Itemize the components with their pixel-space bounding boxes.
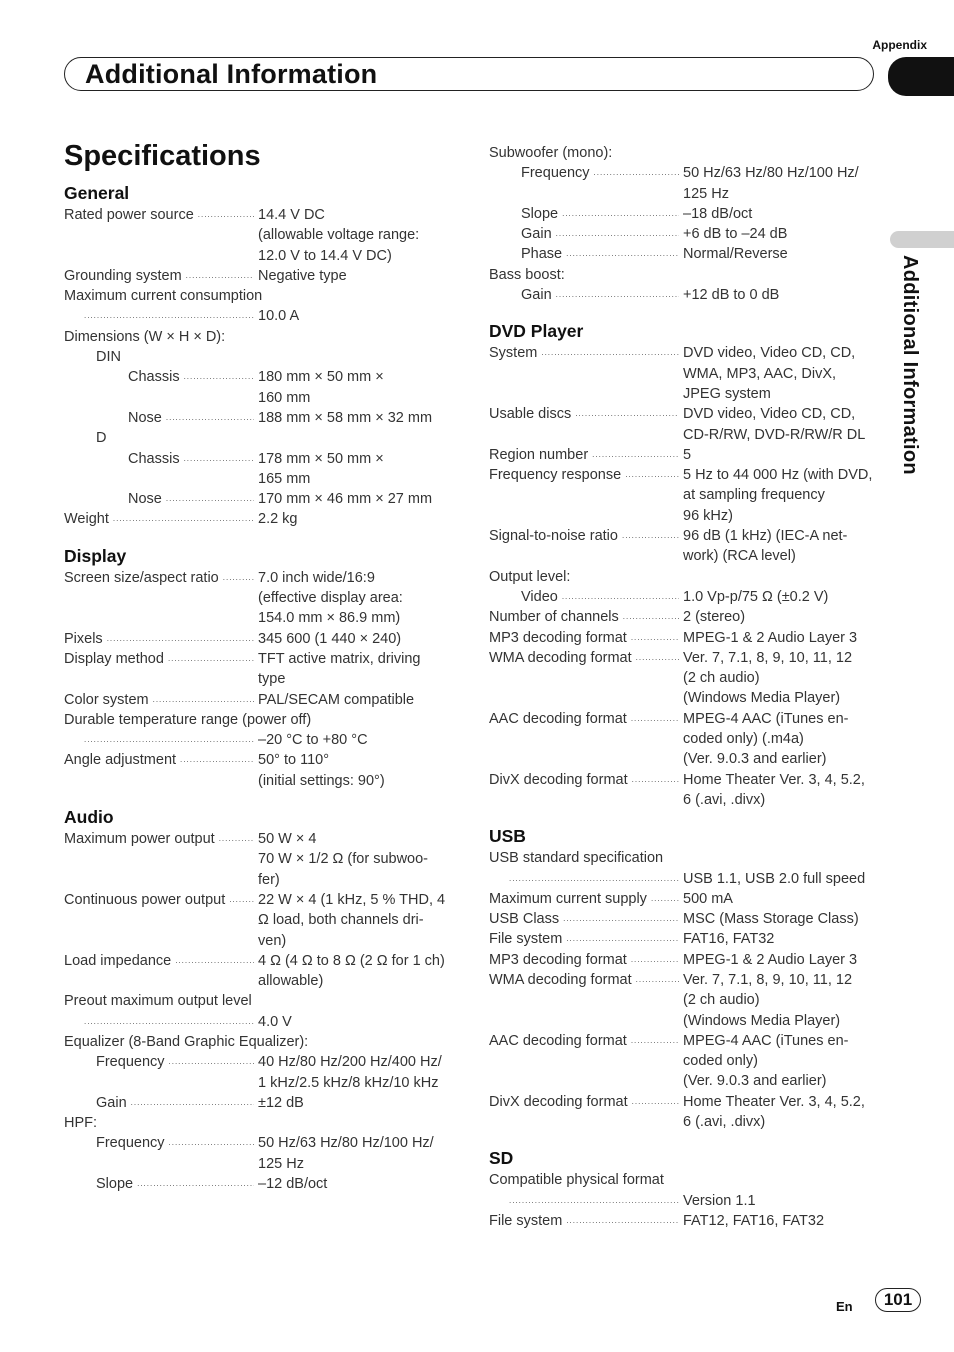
spec-value: 345 600 (1 440 × 240) [258,630,402,647]
spec-value: MPEG-4 AAC (iTunes en- [683,1032,849,1049]
spec-label: DivX decoding format [489,1093,628,1110]
spec-row-cont [64,870,454,890]
header-tab-marker [888,57,954,96]
spec-row [64,408,454,428]
spec-row-cont [489,1071,879,1091]
spec-value: (initial settings: 90°) [258,772,385,789]
spec-row [64,1093,454,1113]
spec-value: (2 ch audio) [683,670,760,687]
spec-value: MPEG-1 & 2 Audio Layer 3 [683,951,858,968]
spec-label: Frequency [96,1054,165,1071]
spec-row [489,465,879,485]
spec-row-cont [489,749,879,769]
spec-label: USB standard specification [489,850,664,867]
spec-label: HPF: [64,1115,98,1132]
spec-row [489,607,879,627]
spec-sublabel: D [96,430,107,447]
spec-label: Video [521,588,558,605]
spec-row [489,343,879,363]
spec-value: Home Theater Ver. 3, 4, 5.2, [683,1093,865,1110]
spec-row-cont [489,729,879,749]
spec-row [64,449,454,469]
spec-row [489,909,879,929]
spec-value: 96 kHz) [683,507,733,524]
spec-value: (effective display area: [258,590,403,607]
spec-row-cont [64,608,454,628]
spec-value: 2 (stereo) [683,609,746,626]
spec-value: 50 Hz/63 Hz/80 Hz/100 Hz/ [258,1135,434,1152]
spec-label: Rated power source [64,207,194,223]
spec-value: 50° to 110° [258,752,329,769]
spec-row [64,306,454,326]
spec-row-cont [64,246,454,266]
spec-row-cont [64,669,454,689]
spec-value: –18 dB/oct [683,205,753,222]
spec-label: Output level: [489,568,571,585]
spec-label: Phase [521,246,563,263]
spec-value: 12.0 V to 14.4 V DC) [258,247,392,264]
appendix-label: Appendix [872,38,927,52]
spec-label: Preout maximum output level [64,993,252,1010]
spec-value: 4 Ω (4 Ω to 8 Ω (2 Ω for 1 ch) [258,952,445,969]
spec-row [64,750,454,770]
spec-row [489,1031,879,1051]
spec-label: Compatible physical format [489,1172,664,1189]
spec-label: Usable discs [489,406,572,423]
spec-row [489,869,879,889]
spec-value: Ω load, both channels dri- [258,912,424,929]
language-label: En [836,1299,853,1314]
spec-label: Load impedance [64,952,172,969]
spec-row-cont [489,990,879,1010]
spec-label: Signal-to-noise ratio [489,528,618,545]
audio-heading: Audio [64,807,114,828]
spec-value: 165 mm [258,470,311,487]
spec-row [64,829,454,849]
spec-row [489,770,879,790]
spec-row-cont [64,931,454,951]
spec-value: 125 Hz [258,1155,304,1172]
spec-row [489,163,879,183]
left-column [64,183,454,1194]
spec-label: Screen size/aspect ratio [64,569,219,586]
spec-value: 178 mm × 50 mm × [258,450,384,467]
spec-label: Frequency response [489,467,622,484]
spec-value: at sampling frequency [683,487,825,504]
spec-label: Display method [64,650,164,667]
section-header [64,57,874,91]
spec-value: 180 mm × 50 mm × [258,369,384,386]
spec-label: Nose [128,491,162,508]
spec-value: MSC (Mass Storage Class) [683,911,859,928]
spec-value: type [258,671,286,688]
spec-value: JPEG system [683,385,771,402]
spec-row-cont [489,546,879,566]
spec-value: (Windows Media Player) [683,690,841,707]
spec-label: Gain [521,226,552,243]
spec-row [489,628,879,648]
spec-value: WMA, MP3, AAC, DivX, [683,365,837,382]
spec-label: Pixels [64,630,103,647]
spec-value: 22 W × 4 (1 kHz, 5 % THD, 4 [258,891,446,908]
spec-row [64,1052,454,1072]
spec-value: fer) [258,871,280,888]
dvd-heading: DVD Player [489,321,584,342]
spec-row-cont [64,1073,454,1093]
spec-row [64,489,454,509]
spec-value: 50 W × 4 [258,831,317,848]
section-title: Additional Information [85,59,378,89]
spec-label: WMA decoding format [489,971,632,988]
spec-value: 14.4 V DC [258,207,325,223]
spec-value: TFT active matrix, driving [258,650,421,667]
spec-value: Normal/Reverse [683,246,788,263]
spec-label: Gain [521,287,552,304]
spec-value: 154.0 mm × 86.9 mm) [258,610,401,627]
spec-value: 96 dB (1 kHz) (IEC-A net- [683,528,848,545]
spec-label: Color system [64,691,149,708]
spec-row [64,649,454,669]
spec-row [489,1092,879,1112]
spec-value: DVD video, Video CD, CD, [683,406,856,423]
spec-label: File system [489,931,563,948]
spec-row-cont [489,184,879,204]
spec-row [64,629,454,649]
spec-value: PAL/SECAM compatible [258,691,415,708]
spec-row [64,890,454,910]
side-tab-marker [890,231,954,248]
spec-value: 160 mm [258,389,311,406]
spec-row-cont [489,1051,879,1071]
spec-row-cont [64,910,454,930]
spec-value: MPEG-1 & 2 Audio Layer 3 [683,629,858,646]
spec-row [64,509,454,529]
spec-label: Gain [96,1094,127,1111]
spec-value: 5 Hz to 44 000 Hz (with DVD, [683,467,873,484]
spec-value: –12 dB/oct [258,1176,328,1193]
spec-value: work) (RCA level) [683,548,796,565]
spec-row-cont [489,364,879,384]
spec-row-cont [489,485,879,505]
spec-value: 6 (.avi, .divx) [683,791,766,808]
spec-value: 125 Hz [683,185,729,202]
spec-label: System [489,345,538,362]
spec-value: Ver. 7, 7.1, 8, 9, 10, 11, 12 [683,649,853,666]
spec-value: 2.2 kg [258,511,298,528]
spec-label: Slope [521,205,559,222]
spec-row [489,526,879,546]
spec-row [64,1133,454,1153]
spec-label: Frequency [96,1135,165,1152]
spec-label: Maximum power output [64,831,215,848]
spec-row [489,950,879,970]
spec-value: (2 ch audio) [683,992,760,1009]
spec-row-cont [489,1112,879,1132]
spec-value: 6 (.avi, .divx) [683,1114,766,1131]
spec-value: ven) [258,932,287,949]
spec-value: 50 Hz/63 Hz/80 Hz/100 Hz/ [683,165,859,182]
spec-label: Grounding system [64,267,182,284]
spec-row-cont [64,971,454,991]
spec-row [64,951,454,971]
display-heading: Display [64,545,127,566]
spec-value: 188 mm × 58 mm × 32 mm [258,409,433,426]
spec-value: coded only) [683,1053,758,1070]
spec-value: MPEG-4 AAC (iTunes en- [683,710,849,727]
spec-value: Home Theater Ver. 3, 4, 5.2, [683,771,865,788]
spec-row [489,1191,879,1211]
sd-heading: SD [489,1148,514,1169]
spec-sublabel: DIN [96,349,121,366]
spec-row [489,970,879,990]
spec-label: MP3 decoding format [489,951,627,968]
spec-label: Number of channels [489,609,619,626]
spec-row-cont [64,771,454,791]
spec-label: Region number [489,446,589,463]
spec-row-cont [64,225,454,245]
spec-label: Nose [128,409,162,426]
spec-value: –20 °C to +80 °C [258,732,368,749]
spec-label: Slope [96,1176,134,1193]
spec-row [489,587,879,607]
spec-label: AAC decoding format [489,1032,627,1049]
spec-row-cont [64,849,454,869]
spec-row [64,730,454,750]
spec-label: USB Class [489,911,560,928]
spec-label: Chassis [128,369,180,386]
spec-row [64,266,454,286]
spec-row [64,205,454,225]
spec-label: Weight [64,511,109,528]
spec-row [489,404,879,424]
spec-row-cont [489,668,879,688]
spec-row [64,367,454,387]
spec-value: 5 [683,446,692,463]
spec-row-cont [489,506,879,526]
spec-label: MP3 decoding format [489,629,627,646]
spec-value: 170 mm × 46 mm × 27 mm [258,491,433,508]
spec-row [489,204,879,224]
spec-value: allowable) [258,973,324,990]
spec-value: 7.0 inch wide/16:9 [258,569,375,586]
spec-row-cont [64,1154,454,1174]
spec-row [489,648,879,668]
spec-label: WMA decoding format [489,649,632,666]
page-number: 101 [875,1288,921,1312]
spec-row-cont [64,469,454,489]
spec-value: coded only) (.m4a) [683,731,804,748]
spec-label: Bass boost: [489,266,565,283]
spec-row [64,1174,454,1194]
spec-label: File system [489,1212,563,1229]
spec-value: Ver. 7, 7.1, 8, 9, 10, 11, 12 [683,971,853,988]
spec-value: 40 Hz/80 Hz/200 Hz/400 Hz/ [258,1054,442,1071]
spec-label: Frequency [521,165,590,182]
spec-row [64,568,454,588]
spec-label: Chassis [128,450,180,467]
spec-row-cont [489,790,879,810]
spec-value: FAT12, FAT16, FAT32 [683,1212,825,1229]
spec-row-cont [489,425,879,445]
side-section-label: Additional Information [899,255,921,475]
spec-row [489,1211,879,1231]
spec-value: 1.0 Vp-p/75 Ω (±0.2 V) [683,588,829,605]
spec-value: DVD video, Video CD, CD, [683,345,856,362]
spec-row [64,1012,454,1032]
spec-label: Durable temperature range (power off) [64,711,312,728]
spec-row-cont [64,388,454,408]
spec-row-cont [489,688,879,708]
spec-value: +12 dB to 0 dB [683,287,780,304]
spec-label: AAC decoding format [489,710,627,727]
spec-value: 70 W × 1/2 Ω (for subwoo- [258,851,429,868]
spec-value: +6 dB to –24 dB [683,226,788,243]
spec-label: Dimensions (W × H × D): [64,328,226,345]
spec-row [64,690,454,710]
spec-value: 4.0 V [258,1013,292,1030]
spec-value: (Ver. 9.0.3 and earlier) [683,751,827,768]
spec-value: Negative type [258,267,347,284]
spec-row [489,224,879,244]
spec-row [489,709,879,729]
spec-value: 500 mA [683,890,733,907]
spec-label: Maximum current consumption [64,288,263,305]
usb-heading: USB [489,826,526,847]
spec-value: (Windows Media Player) [683,1012,841,1029]
spec-label: DivX decoding format [489,771,628,788]
spec-value: (Ver. 9.0.3 and earlier) [683,1073,827,1090]
spec-value: CD-R/RW, DVD-R/RW/R DL [683,426,866,443]
spec-row [489,285,879,305]
spec-value: (allowable voltage range: [258,227,420,244]
spec-label: Continuous power output [64,891,226,908]
spec-row [489,445,879,465]
spec-value: USB 1.1, USB 2.0 full speed [683,870,866,887]
spec-value: 10.0 A [258,308,300,325]
spec-row-cont [489,1011,879,1031]
spec-value: 1 kHz/2.5 kHz/8 kHz/10 kHz [258,1074,439,1091]
spec-value: FAT16, FAT32 [683,931,775,948]
spec-label: Subwoofer (mono): [489,145,613,161]
spec-row [489,889,879,909]
spec-value: ±12 dB [258,1094,304,1111]
right-column [489,143,879,1231]
spec-row [489,929,879,949]
spec-row [489,244,879,264]
spec-value: Version 1.1 [683,1192,756,1209]
general-heading: General [64,183,130,203]
spec-row-cont [489,384,879,404]
spec-label: Maximum current supply [489,890,647,907]
page-title: Specifications [64,140,261,172]
spec-row-cont [64,588,454,608]
spec-label: Equalizer (8-Band Graphic Equalizer): [64,1033,309,1050]
spec-label: Angle adjustment [64,752,177,769]
